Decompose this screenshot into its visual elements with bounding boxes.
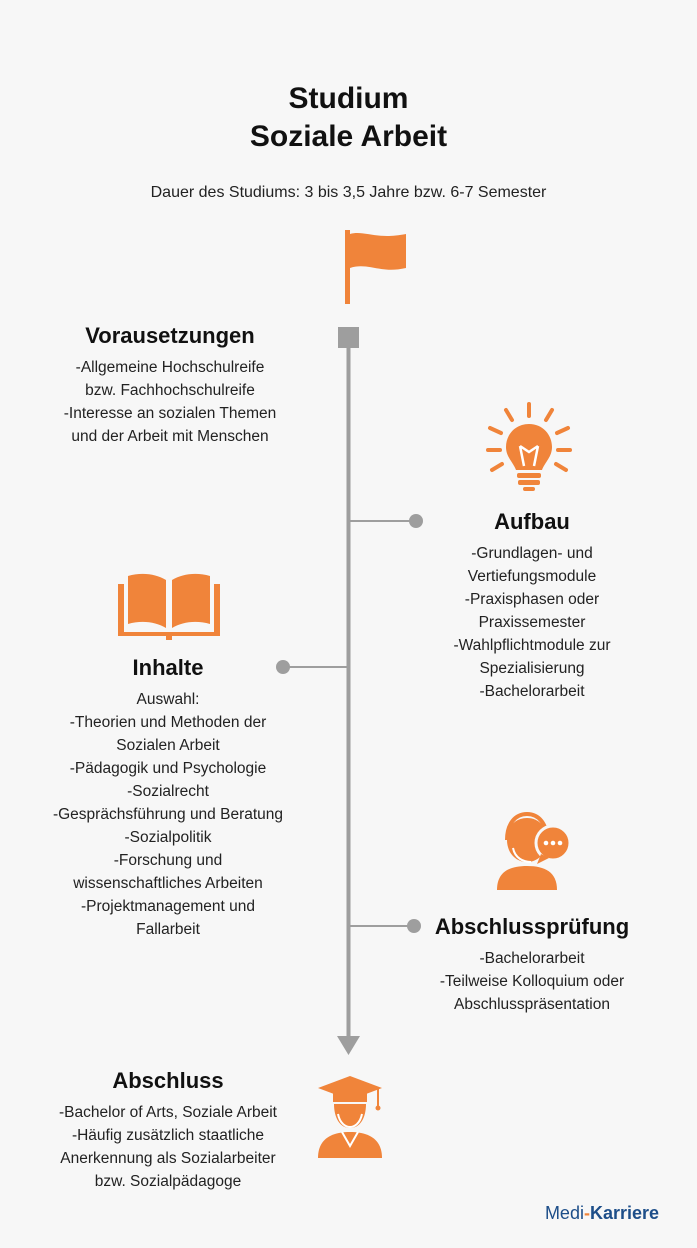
section-line: Vertiefungsmodule xyxy=(467,568,597,585)
section-heading: Aufbau xyxy=(494,509,570,534)
section-line: Spezialisierung xyxy=(479,660,585,677)
section-line: -Gesprächsführung und Beratung xyxy=(52,806,284,823)
section-line: wissenschaftliches Arbeiten xyxy=(73,875,263,892)
section-line: -Pädagogik und Psychologie xyxy=(69,760,267,777)
section-line: Auswahl: xyxy=(136,691,200,708)
section-line: -Sozialrecht xyxy=(127,783,209,800)
title-line-1: Studium xyxy=(288,82,409,115)
section-line: -Praxisphasen oder xyxy=(464,591,600,608)
section-heading: Inhalte xyxy=(132,655,204,680)
section-line: Sozialen Arbeit xyxy=(116,737,220,754)
flag-icon xyxy=(340,228,410,306)
section-line: -Häufig zusätzlich staatliche xyxy=(71,1127,265,1144)
section-line: -Teilweise Kolloquium oder xyxy=(439,973,625,990)
section-aufbau xyxy=(412,508,652,703)
study-duration: Dauer des Studiums: 3 bis 3,5 Jahre bzw. 6-7 Semester xyxy=(150,184,547,201)
section-heading: Abschlussprüfung xyxy=(434,914,630,939)
section-line: bzw. Sozialpädagoge xyxy=(94,1173,242,1190)
section-line: bzw. Fachhochschulreife xyxy=(85,382,255,399)
graduate-icon xyxy=(316,1074,384,1158)
logo-dash: - xyxy=(583,1203,590,1223)
logo-part-2: Karriere xyxy=(589,1203,659,1223)
section-line: Fallarbeit xyxy=(136,921,200,938)
section-line: Praxissemester xyxy=(478,614,586,631)
title-line-2: Soziale Arbeit xyxy=(249,120,448,153)
section-line: -Bachelorarbeit xyxy=(479,950,585,967)
section-line: -Sozialpolitik xyxy=(124,829,212,846)
lightbulb-icon xyxy=(484,400,574,494)
section-line: Abschlusspräsentation xyxy=(454,996,610,1013)
section-line: -Projektmanagement und xyxy=(80,898,256,915)
section-heading: Abschluss xyxy=(112,1068,224,1093)
section-line: Anerkennung als Sozialarbeiter xyxy=(60,1150,276,1167)
section-line: und der Arbeit mit Menschen xyxy=(71,428,269,445)
section-line: -Allgemeine Hochschulreife xyxy=(75,359,265,376)
medi-karriere-logo xyxy=(545,1203,659,1224)
book-icon xyxy=(114,570,224,642)
section-heading: Vorausetzungen xyxy=(85,323,255,348)
section-line: -Bachelorarbeit xyxy=(479,683,585,700)
timeline-arrow xyxy=(337,1036,360,1055)
timeline-start-marker xyxy=(338,327,359,348)
section-abschlusspruefung xyxy=(412,913,652,1016)
section-line: -Interesse an sozialen Themen xyxy=(63,405,277,422)
logo-part-1: Medi xyxy=(544,1203,584,1223)
section-inhalte xyxy=(33,654,303,941)
section-line: -Grundlagen- und xyxy=(471,545,593,562)
section-voraussetzungen xyxy=(40,322,300,448)
section-line: -Bachelor of Arts, Soziale Arbeit xyxy=(59,1104,277,1121)
section-line: -Theorien und Methoden der xyxy=(69,714,267,731)
section-line: -Forschung und xyxy=(113,852,223,869)
section-line: -Wahlpflichtmodule zur xyxy=(453,637,611,654)
section-abschluss xyxy=(33,1067,303,1193)
support-agent-icon xyxy=(493,810,573,892)
